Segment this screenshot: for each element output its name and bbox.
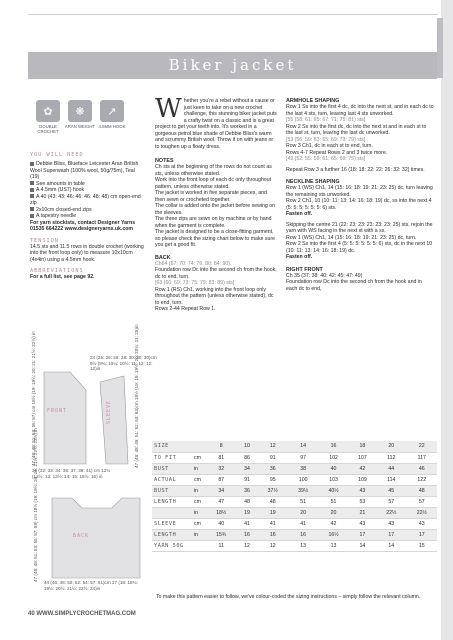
pattern-line: Row 2 Ch1, 10 (10: 11: 13: 14: 16: 18: 19) dc, ss into the next 4 (5: 5: 5: 5: 5: 5: 6) sts. [286,198,432,211]
table-cell: 20 [288,507,318,518]
table-cell: 42 [349,463,376,474]
table-cell: 57 [376,496,406,507]
bullet-icon [30,181,34,185]
table-cell: 19 [258,507,288,518]
table-cell: 42 [318,518,348,529]
row-label: ACTUAL [152,474,192,485]
notes-heading: NOTES [155,158,174,164]
list-item: A 4.5mm (US7) hook [30,187,144,194]
table-cell: 51 [318,496,348,507]
table-cell: 53 [349,496,376,507]
note-line: The three zips are sewn on by machine or by hand when the garment is complete. [155,216,272,229]
row-unit: in [192,507,206,518]
table-cell: 114 [376,474,406,485]
pattern-line: Row 1 Ss into the first 4 dc, dc into the next st, and in each dc to the last 4 sts, turn, leaving last 4 sts unworked. [286,104,434,117]
row-label: LENGTH [152,529,192,540]
table-cell: 16 [236,529,257,540]
table-cell: 41 [236,518,257,529]
bullet-icon [30,188,34,192]
table-cell: 8 [206,441,236,452]
table-cell: 46 [407,463,438,474]
back-panel-shape [52,498,140,578]
icon-label: DOUBLE CROCHET [37,124,59,134]
schematic-svg [26,360,166,600]
sleeve-panel-shape [100,376,128,464]
table-cell: 45 [376,485,406,496]
pattern-line: [49 (52: 55: 59: 61: 65: 69: 75) sts] [286,156,366,162]
table-cell: 91 [258,452,288,463]
armhole-heading: ARMHOLE SHAPING [286,98,340,104]
right-front-heading: RIGHT FRONT [286,266,323,273]
table-cell: 109 [349,474,376,485]
table-cell: 51 [288,496,318,507]
back-heading: BACK [155,254,171,261]
table-cell: 17 [407,529,438,540]
table-cell: 13 [288,540,318,551]
pattern-line: Foundation row Dc into the second ch from the hook, dc to end, turn. [155,267,277,280]
pattern-line: Fasten off. [286,254,313,260]
table-cell: 100 [288,474,318,485]
table-cell: 57 [407,496,438,507]
table-cell: 40 [318,463,348,474]
table-cell: 40 [206,518,236,529]
table-cell: 17 [349,529,376,540]
pattern-line: Skipping the centre 21 (22: 23: 23: 23: 23: 23: 25) sts, rejoin the yarn with WS facing in the next st with a ss. [286,221,433,234]
table-cell: 14 [349,540,376,551]
table-cell: 15 [407,540,438,551]
front-bottom-measure: 31 (32: 33: 34: 36: 37: 39: 41) cm 12¼ (12½: 13: 13½: 14: 15: 15½: 16) in [32,468,111,479]
front-side-measure: 47 (48: 49: 51: 53: 55: 57) cm 18½ (19: 19½: 20: 21: 21½: 22½) in [31,331,36,466]
page-number: 40 [28,611,35,617]
table-row [152,441,437,452]
neckline-heading: NECKLINE SHAPING [286,179,340,185]
size-table [152,441,437,552]
table-cell: 14 [376,540,406,551]
table-row [152,518,437,529]
note-line: The jacket is worked in five separate pieces, and then sewn or crocheted together. [155,190,267,203]
table-cell: 20 [318,507,348,518]
pattern-column [286,98,434,292]
table-cell: 16½ [318,529,348,540]
pattern-line: Repeat Row 3 a further 16 (18: 18: 22: 22: 26: 32: 32) times. [286,166,425,173]
table-cell: 117 [407,452,438,463]
table-cell: 16 [288,529,318,540]
materials-column [30,152,144,281]
double-crochet-icon: ✿ [36,100,60,122]
table-row [152,485,437,496]
table-cell: 38 [288,463,318,474]
table-cell: 43 [349,518,376,529]
table-cell: 18 [349,441,376,452]
edge-band [437,18,443,78]
table-cell: 95 [258,474,288,485]
front-top-measure: 24 (25: 26: 26: 28: 30: 30: 30)cm 9½ (9¾: 10¼: 10½: 11: 12: 12: 12)in [90,355,157,372]
table-cell: 22½ [407,507,438,518]
table-cell: 12 [236,540,257,551]
row-label: SLEEVE [152,518,192,529]
list-item: See amounts in table [30,181,144,188]
table-cell: 18½ [206,507,236,518]
row-unit: cm [192,474,206,485]
table-cell: 19 [236,507,257,518]
stockist-info: For yarn stockists, contact Designer Yarns 01535 664222 www.designeryarns.uk.com [30,219,136,232]
table-caption: To make this pattern easier to follow, we've colour-coded the sizing instructions – simply follow the relevant column. [156,594,421,600]
table-cell: 13 [318,540,348,551]
row-unit: cm [192,518,206,529]
pattern-line: Rows 2-44 Repeat Row 1. [155,306,216,312]
table-row [152,529,437,540]
table-row [152,463,437,474]
table-cell: 48 [236,496,257,507]
row-unit: cm [192,496,206,507]
drop-cap: W [155,94,182,124]
page-title: Biker jacket [168,56,297,74]
table-cell: 81 [206,452,236,463]
table-row [152,496,437,507]
front-panel-shape [44,372,86,464]
aran-weight-icon: ❋ [68,100,92,122]
row-label: YARN 50G [152,540,192,551]
table-cell: 37½ [258,485,288,496]
footer [28,611,136,617]
table-cell: 87 [206,474,236,485]
pattern-line: Foundation row Dc into the second ch from the hook and in each dc to end, [286,279,422,292]
row-label: LENGTH [152,496,192,507]
table-cell: 10 [236,441,257,452]
back-bottom-measure: 44 (46: 48: 50: 52: 54: 57: 61)cm 17 (18: 18¾: 19½: 20½: 21½: 22½: 24)in [44,580,138,591]
row-unit [192,441,206,452]
pattern-line: Ch64 (67: 70: 74: 76: 80: 84: 90). [155,260,232,267]
pattern-line: Row 2 Ss into the first 4 (5: 5: 5: 5: 5: 5: 6) sts, dc in the next 10 (10: 11: 13: 14: 16: 18: 19) dc. [286,241,433,254]
table-cell: 36 [236,485,257,496]
pattern-line: Ch 35 (37: 38: 40: 42: 45: 47: 49) [286,272,363,279]
note-line: The jacket is designed to be a close-fitting garment, so please check the sizing chart below to make sure you get a good fit. [155,229,275,248]
table-cell: 112 [376,452,406,463]
row-label: TO FIT [152,452,192,463]
you-will-need-heading: YOU WILL NEED [30,152,84,158]
table-cell: 16 [258,529,288,540]
row-label [152,507,192,518]
sleeve-side-measure: 47 (48: 48: 49: 51: 52: 53: 63)cm 18½ (19: 19: 19½: 20: 20½: 21: 25)in [134,324,139,468]
row-unit [192,540,206,551]
row-label: SIZE [152,441,192,452]
abbreviations-text: For a full list, see page 92. [30,274,95,280]
table-row [152,452,437,463]
front-label: FRONT [47,408,68,414]
table-row [152,507,437,518]
table-cell: 14 [288,441,318,452]
pattern-line: Row 2 Ss into the first dc, dc into the next st and in each st to the last st, turn, leaving the last dc unworked. [286,123,427,136]
table-row [152,540,437,551]
table-cell: 43 [349,485,376,496]
bullet-icon [30,162,34,166]
icon-label: 4.5MM HOOK [98,124,126,129]
table-cell: 86 [236,452,257,463]
table-cell: 122 [407,474,438,485]
table-cell: 43 [407,518,438,529]
pattern-line: Row 1 (WS) Ch1, 14 (15: 16: 18: 19: 21: 23: 25) dc, turn. [286,234,417,241]
pattern-icons [32,100,127,140]
table-cell: 97 [288,452,318,463]
list-item: A tapestry needle [30,213,144,220]
table-cell: 36 [258,463,288,474]
table-cell: 41 [258,518,288,529]
list-item: 2x10cm closed-end zips [30,207,144,214]
list-item: A 40 (43: 43: 46: 46: 46: 48: 48) cm open-end zip [30,193,141,206]
pattern-line: Rows 4-7 Repeat Rows 2 and 3 twice more. [286,149,388,156]
bullet-icon [30,194,34,198]
pattern-line: Row 3 Ch1, dc in each st to end, turn. [286,143,373,149]
pattern-line: Row 1 (WS) Ch1, 14 (15: 16: 18: 19: 21: 23: 25) dc, turn leaving the remaining sts unworked. [286,185,433,198]
hook-icon: ↗ [100,100,124,122]
top-rule [28,14,438,15]
table-cell: 34 [236,463,257,474]
table-cell: 102 [318,452,348,463]
page-edge [441,0,453,640]
row-label: BUST [152,485,192,496]
abbreviations-heading: ABBREVIATIONS [30,268,84,274]
pattern-line: [63 (66: 69: 73: 75: 79: 83: 89) sts] [155,280,235,286]
row-unit: cm [192,452,206,463]
table-cell: 107 [349,452,376,463]
table-cell: 21 [349,507,376,518]
pattern-line: [53 (56: 59: 63: 65: 69: 73: 79) sts] [286,136,366,143]
title-bar [28,52,437,79]
icon-label: ARAN WEIGHT [64,124,96,129]
bullet-icon [30,214,34,218]
row-unit: in [192,485,206,496]
row-label: BUST [152,463,192,474]
note-line: The collar is added onto the jacket before sewing on the sleeves. [155,203,275,216]
table-cell: 16 [318,441,348,452]
table-cell: 22 [407,441,438,452]
note-line: Ch sts at the beginning of the rows do not count as sts, unless otherwise stated. [155,164,272,177]
table-cell: 12 [258,540,288,551]
table-cell: 32 [206,463,236,474]
back-label: BACK [73,533,90,539]
tension-text: 14.5 sts and 11.5 rows in double crochet (working into the front loop only) to measure 10x10cm (4x4in) using a 4.5mm hook. [30,243,144,263]
back-side-measure: 47 (48: 49: 51: 53: 55: 57: 59) cm 18½ (19: 19½: 20: 21: 21½: 22½: 23½) in [33,428,38,582]
pattern-line: [55 (58: 61: 65: 67: 71: 75: 81) sts] [286,117,366,123]
table-cell: 15¾ [206,529,236,540]
note-line: Work into the front loop of each dc only throughout pattern, unless otherwise stated. [155,177,272,190]
table-cell: 39½ [288,485,318,496]
table-cell: 103 [318,474,348,485]
table-row [152,474,437,485]
table-cell: 44 [376,463,406,474]
table-cell: 91 [236,474,257,485]
row-unit: in [192,529,206,540]
table-cell: 47 [206,496,236,507]
pattern-line: Fasten off. [286,211,313,217]
row-unit: in [192,463,206,474]
intro-column [155,94,277,313]
sleeve-label: SLEEVE [106,399,112,424]
table-cell: 17 [376,529,406,540]
table-cell: 48 [407,485,438,496]
pattern-line: Row 1 (RS) Ch1, working into the front loop only throughout the pattern (unless otherwise stated), dc to end, turn. [155,286,274,306]
table-cell: 40½ [318,485,348,496]
table-cell: 20 [376,441,406,452]
table-cell: 12 [258,441,288,452]
table-cell: 43 [376,518,406,529]
table-cell: 41 [288,518,318,529]
website: WWW.SIMPLYCROCHETMAG.COM [36,611,136,617]
table-cell: 22½ [376,507,406,518]
bullet-icon [30,207,34,211]
table-cell: 11 [206,540,236,551]
table-cell: 34 [206,485,236,496]
intro-paragraph: Whether you're a rebel without a cause or just keen to take on a new crochet challenge, this stunning biker jacket puts a crafty twist on a classic and is a great project to get your teeth into. It's worked in a gorgeous petrol blue shade of Debbie Bliss's warm and scrummy British wool. Throw it on with jeans or to toughen up a floaty dress. [155,94,277,150]
list-item: Debbie Bliss, Blueface Leicester Aran British Wool Superwash (100% wool, 50g/75m), Teal (19) [30,161,139,180]
tension-heading: TENSION [30,237,59,244]
table-cell: 48 [258,496,288,507]
